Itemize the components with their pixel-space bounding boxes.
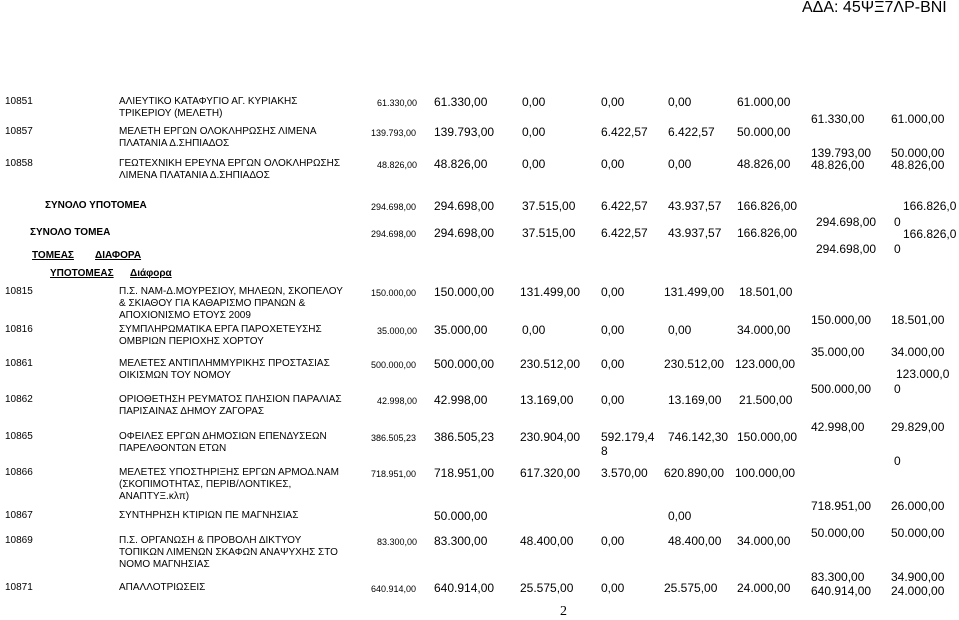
row-value-3: 25.575,00 [520, 581, 574, 595]
right-value-a: 640.914,00 [811, 584, 872, 598]
total-value-6: 166.826,00 [737, 199, 798, 213]
row-code: 10861 [5, 358, 33, 369]
row-value-4: 0,00 [601, 285, 625, 299]
row-code: 10815 [5, 286, 33, 297]
row-value-5: 48.400,00 [668, 534, 722, 548]
row-desc: ΟΙΚΙΣΜΩΝ ΤΟΥ ΝΟΜΟΥ [119, 370, 231, 381]
right-value-a: 42.998,00 [811, 420, 865, 434]
row-value-1: 42.998,00 [377, 396, 418, 406]
row-value-4: 6.422,57 [601, 125, 648, 139]
row-value-5: 0,00 [668, 323, 692, 337]
row-desc: ΠΑΡΕΛΘΟΝΤΩΝ ΕΤΩΝ [119, 443, 227, 454]
row-value-2: 83.300,00 [434, 534, 488, 548]
row-value-1: 150.000,00 [371, 288, 417, 298]
right-value-b: 48.826,00 [891, 158, 945, 172]
row-value-4: 3.570,00 [601, 466, 648, 480]
total-value-6: 166.826,00 [737, 226, 798, 240]
row-code: 10862 [5, 394, 33, 405]
row-value-4: 0,00 [601, 357, 625, 371]
right-value-a: 48.826,00 [811, 158, 865, 172]
right-value-a: 139.793,00 [811, 146, 872, 160]
subsector-label: ΥΠΟΤΟΜΕΑΣ [50, 268, 114, 279]
row-value-4: 0,00 [601, 581, 625, 595]
right-value-a: 718.951,00 [811, 499, 872, 513]
row-value-3: 0,00 [522, 95, 546, 109]
row-value-2: 61.330,00 [434, 95, 488, 109]
row-value-2: 35.000,00 [434, 323, 488, 337]
row-value-6: 50.000,00 [737, 125, 791, 139]
row-value-5: 0,00 [668, 95, 692, 109]
row-desc: ΝΟΜΟ ΜΑΓΝΗΣΙΑΣ [119, 559, 210, 570]
row-desc: ΑΛΙΕΥΤΙΚΟ ΚΑΤΑΦΥΓΙΟ ΑΓ. ΚΥΡΙΑΚΗΣ [119, 96, 298, 107]
row-code: 10816 [5, 324, 33, 335]
row-desc: ΤΟΠΙΚΩΝ ΛΙΜΕΝΩΝ ΣΚΑΦΩΝ ΑΝΑΨΥΧΗΣ ΣΤΟ [119, 547, 338, 558]
row-desc: ΑΠΑΛΛΟΤΡΙΩΣΕΙΣ [119, 582, 206, 593]
row-value-2: 500.000,00 [434, 357, 495, 371]
right-value-b: 0 [894, 382, 901, 396]
row-value-1: 83.300,00 [377, 537, 418, 547]
row-value-4: 0,00 [601, 157, 625, 171]
row-value-5: 0,00 [668, 157, 692, 171]
row-value-3: 0,00 [522, 157, 546, 171]
right-value-b: 24.000,00 [891, 584, 945, 598]
row-code: 10858 [5, 158, 33, 169]
row-value-6: 48.826,00 [737, 157, 791, 171]
total-right-2: 294.698,00 [816, 215, 877, 229]
total-value-3: 37.515,00 [522, 226, 576, 240]
total-value-5: 43.937,57 [668, 199, 722, 213]
total-value-1: 294.698,00 [371, 229, 417, 239]
right-value-b: 61.000,00 [891, 112, 945, 126]
row-value-3: 131.499,00 [520, 285, 581, 299]
row-desc: ΑΝΑΠΤΥΞ.κλπ) [119, 491, 190, 502]
total-value-5: 43.937,57 [668, 226, 722, 240]
row-value-2: 139.793,00 [434, 125, 495, 139]
row-value-1: 48.826,00 [377, 160, 418, 170]
sector-label: ΤΟΜΕΑΣ [32, 250, 74, 261]
row-value-4: 592.179,4 [601, 430, 655, 444]
total-right-1: 166.826,0 [903, 227, 957, 241]
right-value-a: 500.000,00 [811, 382, 872, 396]
right-value-a: 83.300,00 [811, 570, 865, 584]
row-value-4-cont: 8 [601, 444, 608, 458]
total-value-2: 294.698,00 [434, 226, 495, 240]
row-value-1: 139.793,00 [371, 128, 417, 138]
row-value-6: 24.000,00 [737, 581, 791, 595]
row-value-1: 718.951,00 [371, 469, 417, 479]
total-right-2: 294.698,00 [816, 242, 877, 256]
subsector-total-label: ΣΥΝΟΛΟ ΥΠΟΤΟΜΕΑ [45, 200, 147, 211]
row-value-6: 61.000,00 [737, 95, 791, 109]
right-value-b: 26.000,00 [891, 499, 945, 513]
row-value-2: 718.951,00 [434, 466, 495, 480]
row-code: 10871 [5, 582, 33, 593]
ada-header: ΑΔΑ: 45ΨΞ7ΛΡ-ΒΝΙ [802, 0, 947, 16]
row-value-6: 21.500,00 [739, 393, 793, 407]
row-value-1: 386.505,23 [371, 433, 417, 443]
row-code: 10851 [5, 96, 33, 107]
row-value-1: 640.914,00 [371, 584, 417, 594]
right-value-b: 50.000,00 [891, 146, 945, 160]
row-value-6: 100.000,00 [735, 466, 796, 480]
row-desc: ΓΕΩΤΕΧΝΙΚΗ ΕΡΕΥΝΑ ΕΡΓΩΝ ΟΛΟΚΛΗΡΩΣΗΣ [119, 158, 341, 169]
row-desc: Π.Σ. ΝΑΜ-Δ.ΜΟΥΡΕΣΙΟΥ, ΜΗΛΕΩΝ, ΣΚΟΠΕΛΟΥ [119, 286, 343, 297]
row-value-2: 50.000,00 [434, 509, 488, 523]
subsector-value: Διάφορα [130, 268, 172, 279]
row-desc: ΟΡΙΟΘΕΤΗΣΗ ΡΕΥΜΑΤΟΣ ΠΛΗΣΙΟΝ ΠΑΡΑΛΙΑΣ [119, 394, 342, 405]
row-value-6: 123.000,00 [735, 357, 796, 371]
row-value-5: 6.422,57 [668, 125, 715, 139]
row-desc: ΟΦΕΙΛΕΣ ΕΡΓΩΝ ΔΗΜΟΣΙΩΝ ΕΠΕΝΔΥΣΕΩΝ [119, 431, 327, 442]
row-value-3: 13.169,00 [520, 393, 574, 407]
row-value-3: 230.904,00 [520, 430, 581, 444]
row-value-5: 131.499,00 [664, 285, 725, 299]
total-value-4: 6.422,57 [601, 199, 648, 213]
row-value-6: 34.000,00 [737, 323, 791, 337]
row-value-3: 0,00 [522, 125, 546, 139]
row-value-4: 0,00 [601, 534, 625, 548]
row-desc: ΜΕΛΕΤΗ ΕΡΓΩΝ ΟΛΟΚΛΗΡΩΣΗΣ ΛΙΜΕΝΑ [119, 126, 317, 137]
row-value-4: 0,00 [601, 323, 625, 337]
row-desc: ΜΕΛΕΤΕΣ ΥΠΟΣΤΗΡΙΞΗΣ ΕΡΓΩΝ ΑΡΜΟΔ.ΝΑΜ [119, 467, 339, 478]
row-desc: ΜΕΛΕΤΕΣ ΑΝΤΙΠΛΗΜΜΥΡΙΚΗΣ ΠΡΟΣΤΑΣΙΑΣ [119, 358, 330, 369]
row-code: 10866 [5, 467, 33, 478]
row-value-3: 617.320,00 [520, 466, 581, 480]
sector-value: ΔΙΑΦΟΡΑ [95, 250, 142, 261]
row-code: 10869 [5, 535, 33, 546]
right-value-a: 61.330,00 [811, 112, 865, 126]
row-value-5: 620.890,00 [664, 466, 725, 480]
right-value-b: 29.829,00 [891, 420, 945, 434]
row-value-2: 640.914,00 [434, 581, 495, 595]
total-value-4: 6.422,57 [601, 226, 648, 240]
row-desc: & ΣΚΙΑΘΟΥ ΓΙΑ ΚΑΘΑΡΙΣΜΟ ΠΡΑΝΩΝ & [119, 298, 306, 309]
row-desc: Π.Σ. ΟΡΓΑΝΩΣΗ & ΠΡΟΒΟΛΗ ΔΙΚΤΥΟΥ [119, 535, 302, 546]
right-value-b: 0 [894, 454, 901, 468]
row-value-5: 0,00 [668, 509, 692, 523]
row-value-5: 746.142,30 [668, 430, 729, 444]
row-desc: ΑΠΟΧΙΟΝΙΣΜΟ ΕΤΟΥΣ 2009 [119, 310, 251, 321]
row-code: 10867 [5, 510, 33, 521]
row-value-6: 34.000,00 [737, 534, 791, 548]
row-value-2: 48.826,00 [434, 157, 488, 171]
right-value-a: 50.000,00 [811, 526, 865, 540]
row-desc: ΛΙΜΕΝΑ ΠΛΑΤΑΝΙΑ Δ.ΣΗΠΙΑΔΟΣ [119, 170, 270, 181]
row-desc: ΤΡΙΚΕΡΙΟΥ (ΜΕΛΕΤΗ) [119, 108, 223, 119]
total-value-3: 37.515,00 [522, 199, 576, 213]
right-value-a: 150.000,00 [811, 313, 872, 327]
total-value-2: 294.698,00 [434, 199, 495, 213]
row-desc: ΠΛΑΤΑΝΙΑ Δ.ΣΗΠΙΑΔΟΣ [119, 138, 230, 149]
total-right-1: 166.826,0 [903, 199, 957, 213]
row-value-6: 150.000,00 [737, 430, 798, 444]
row-desc: (ΣΚΟΠΙΜΟΤΗΤΑΣ, ΠΕΡΙΒ/ΛΟΝΤΙΚΕΣ, [119, 479, 292, 490]
right-value-b: 123.000,0 [896, 367, 950, 381]
row-code: 10865 [5, 431, 33, 442]
row-value-6: 18.501,00 [739, 285, 793, 299]
row-value-1: 500.000,00 [371, 360, 417, 370]
row-value-1: 35.000,00 [377, 326, 418, 336]
row-value-5: 230.512,00 [664, 357, 725, 371]
row-value-1: 61.330,00 [377, 98, 418, 108]
row-value-2: 42.998,00 [434, 393, 488, 407]
right-value-a: 35.000,00 [811, 345, 865, 359]
row-value-2: 150.000,00 [434, 285, 495, 299]
right-value-b: 18.501,00 [891, 313, 945, 327]
row-code: 10857 [5, 126, 33, 137]
right-value-b: 34.000,00 [891, 345, 945, 359]
row-value-3: 48.400,00 [520, 534, 574, 548]
page-number: 2 [560, 604, 567, 619]
row-value-5: 13.169,00 [668, 393, 722, 407]
row-value-5: 25.575,00 [664, 581, 718, 595]
row-desc: ΣΥΝΤΗΡΗΣΗ ΚΤΙΡΙΩΝ ΠΕ ΜΑΓΝΗΣΙΑΣ [119, 510, 299, 521]
right-value-b: 50.000,00 [891, 526, 945, 540]
row-desc: ΟΜΒΡΙΩΝ ΠΕΡΙΟΧΗΣ ΧΟΡΤΟΥ [119, 336, 264, 347]
row-desc: ΣΥΜΠΛΗΡΩΜΑΤΙΚΑ ΕΡΓΑ ΠΑΡΟΧΕΤΕΥΣΗΣ [119, 324, 322, 335]
row-value-3: 0,00 [522, 323, 546, 337]
row-value-4: 0,00 [601, 393, 625, 407]
row-value-2: 386.505,23 [434, 430, 495, 444]
row-desc: ΠΑΡΙΣΑΙΝΑΣ ΔΗΜΟΥ ΖΑΓΟΡΑΣ [119, 406, 265, 417]
row-value-4: 0,00 [601, 95, 625, 109]
row-value-3: 230.512,00 [520, 357, 581, 371]
total-value-1: 294.698,00 [371, 202, 417, 212]
sector-total-label: ΣΥΝΟΛΟ ΤΟΜΕΑ [30, 227, 111, 238]
total-right-3: 0 [894, 242, 901, 256]
total-right-3: 0 [894, 215, 901, 229]
right-value-b: 34.900,00 [891, 570, 945, 584]
